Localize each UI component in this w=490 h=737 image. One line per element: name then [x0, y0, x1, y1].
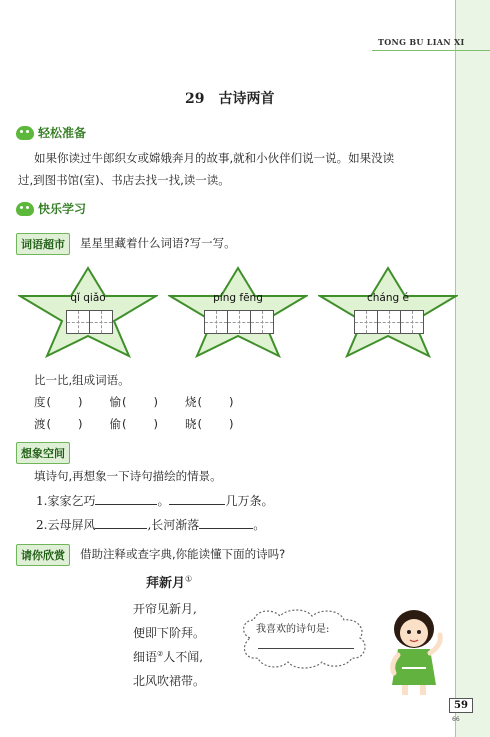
- words-prompt: 星星里藏着什么词语?写一写。: [80, 236, 236, 250]
- fill-line-1-punct: 。: [157, 494, 170, 508]
- prep-text-1: 如果你读过牛郎织女或嫦娥奔月的故事,就和小伙伴们说一说。如果没读: [34, 151, 395, 165]
- compare-row-1: [34, 394, 235, 410]
- char-box[interactable]: [228, 310, 251, 334]
- girl-illustration: [376, 605, 452, 697]
- verse-footnote-mark: ②: [157, 650, 164, 658]
- header-rule: [372, 50, 490, 51]
- imagine-tag: 想象空间: [16, 442, 70, 464]
- star-3: [318, 266, 458, 358]
- fill-line-1: [36, 492, 273, 509]
- fill-blank[interactable]: [95, 517, 147, 529]
- imagine-prompt: 填诗句,再想象一下诗句描绘的情景。: [34, 469, 222, 483]
- fill-line-2-end: 。: [253, 518, 266, 532]
- char-box[interactable]: [378, 310, 401, 334]
- compare-item: 愉(: [109, 395, 128, 409]
- fill-line-2-text: 2.云母屏风: [36, 518, 96, 532]
- poem-title-text: 拜新月: [146, 576, 186, 591]
- compare-row-2: [34, 416, 235, 432]
- section-prep-heading: [16, 124, 86, 141]
- compare-item: ): [78, 395, 84, 409]
- appreciate-prompt: 借助注释或查字典,你能读懂下面的诗吗?: [80, 547, 286, 561]
- compare-item: 偷(: [109, 417, 128, 431]
- compare-item: 烧(: [185, 395, 203, 409]
- lesson-name: 古诗两首: [218, 91, 275, 107]
- char-box[interactable]: [401, 310, 424, 334]
- section-happy-title: 快乐学习: [38, 202, 87, 216]
- compare-item: 渡(: [34, 417, 52, 431]
- fill-blank[interactable]: [95, 493, 157, 505]
- verse-3-a: 细语: [133, 650, 158, 664]
- compare-item: ): [229, 395, 235, 409]
- star-3-pinyin: cháng é: [367, 292, 409, 304]
- page-number: 59: [449, 698, 473, 713]
- char-box[interactable]: [66, 310, 90, 334]
- char-box[interactable]: [90, 310, 113, 334]
- section-happy-heading: [16, 200, 86, 217]
- compare-prompt: 比一比,组成词语。: [34, 373, 130, 387]
- compare-item: ): [229, 417, 235, 431]
- lesson-title: [185, 88, 274, 108]
- words-tag: 词语超市: [16, 233, 70, 255]
- star-1-boxes[interactable]: [66, 310, 113, 334]
- star-2-boxes[interactable]: [204, 310, 274, 334]
- margin-band: [455, 0, 490, 737]
- char-box[interactable]: [251, 310, 274, 334]
- fill-line-2-mid: ,长河渐落: [147, 518, 200, 532]
- series-label: TONG BU LIAN XI: [378, 37, 465, 47]
- section-prep-title: 轻松准备: [38, 126, 87, 140]
- mascot-icon: [16, 126, 34, 140]
- compare-item: 度(: [34, 395, 52, 409]
- fill-line-1-text: 1.家家乞巧: [36, 494, 96, 508]
- fill-blank[interactable]: [169, 493, 225, 505]
- thought-bubble: [236, 608, 374, 670]
- corner-mark: 66: [452, 716, 460, 723]
- bubble-answer-line[interactable]: [258, 648, 354, 649]
- poem-footnote-mark: ①: [185, 574, 193, 584]
- star-1-pinyin: qǐ qiǎo: [70, 292, 106, 304]
- compare-item: ): [153, 417, 159, 431]
- fill-line-2: [36, 516, 265, 533]
- star-2-pinyin: píng fēng: [213, 292, 263, 304]
- bubble-label: 我喜欢的诗句是:: [256, 624, 330, 635]
- poem-title: [146, 572, 192, 591]
- verse-3: [133, 648, 203, 665]
- star-2: [168, 266, 308, 358]
- char-box[interactable]: [204, 310, 228, 334]
- compare-item: 晓(: [185, 417, 203, 431]
- fill-line-1-end: 几万条。: [225, 494, 274, 508]
- char-box[interactable]: [354, 310, 378, 334]
- compare-item: ): [78, 417, 84, 431]
- appreciate-tag: 请你欣赏: [16, 544, 70, 566]
- compare-item: ): [153, 395, 159, 409]
- star-1: [18, 266, 158, 358]
- star-3-boxes[interactable]: [354, 310, 424, 334]
- prep-text-2: 过,到图书馆(室)、书店去找一找,读一读。: [18, 173, 230, 187]
- verse-1: 开帘见新月,: [133, 602, 197, 616]
- fill-blank[interactable]: [199, 517, 253, 529]
- verse-3-b: 人不闻,: [163, 650, 204, 664]
- lesson-number: 29: [185, 91, 205, 107]
- verse-2: 便即下阶拜。: [133, 626, 206, 640]
- mascot-icon: [16, 202, 34, 216]
- verse-4: 北风吹裙带。: [133, 674, 206, 688]
